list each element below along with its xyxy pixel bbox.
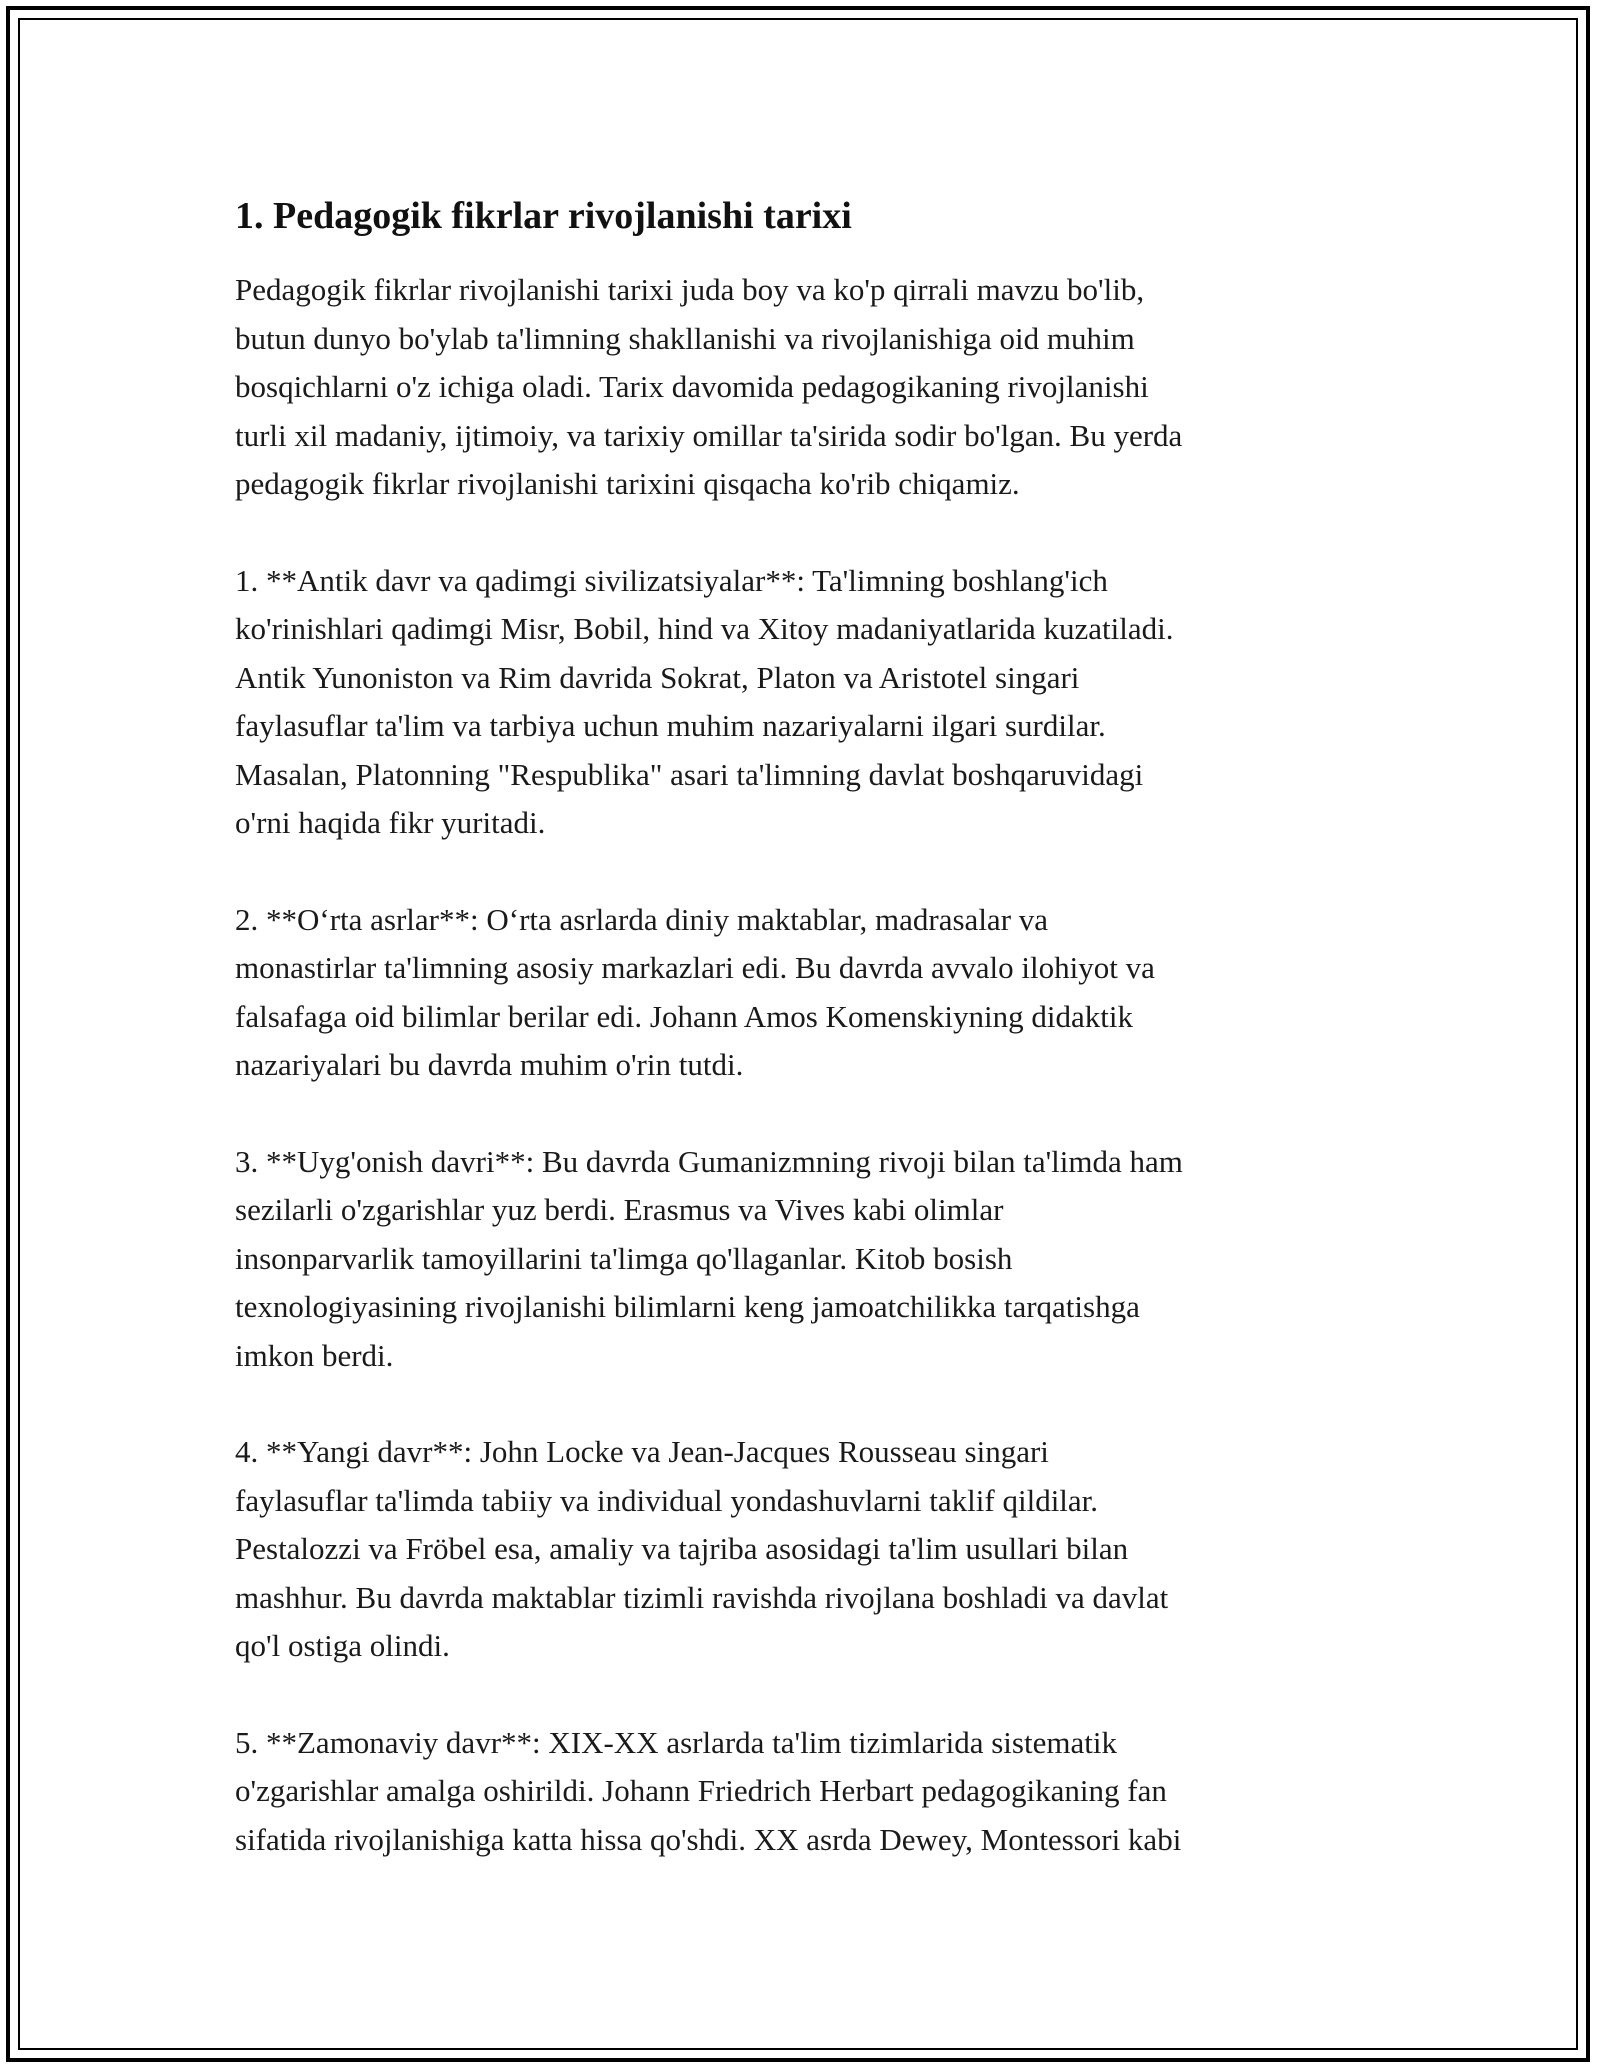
text-line: o'rni haqida fikr yuritadi. — [235, 805, 546, 840]
text-line: imkon berdi. — [235, 1337, 394, 1373]
text-line: Masalan, Platonning "Respublika" asari ta'limning davlat boshqaruvidagi — [235, 756, 1144, 792]
text-line: mashhur. Bu davrda maktablar tizimli ravishda rivojlana boshladi va davlat — [235, 1579, 1169, 1615]
text-line: insonparvarlik tamoyillarini ta'limga qo'llaganlar. Kitob bosish — [235, 1240, 1013, 1276]
text-line: 4. **Yangi davr**: John Locke va Jean-Jacques Rousseau singari — [235, 1434, 1049, 1469]
section-antik-davr — [235, 557, 1385, 848]
text-line: bosqichlarni o'z ichiga oladi. Tarix davomida pedagogikaning rivojlanishi — [235, 369, 1149, 404]
text-line: Pedagogik fikrlar rivojlanishi tarixi juda boy va ko'p qirrali mavzu bo'lib, — [235, 272, 1145, 307]
text-line: sifatida rivojlanishiga katta hissa qo'shdi. XX asrda Dewey, Montessori kabi — [235, 1821, 1182, 1857]
section-uygonish-davri — [235, 1138, 1385, 1381]
text-line: pedagogik fikrlar rivojlanishi tarixini qisqacha ko'rib chiqamiz. — [235, 466, 1020, 501]
text-line: faylasuflar ta'lim va tarbiya uchun muhim nazariyalarni ilgari surdilar. — [235, 708, 1106, 743]
text-line: monastirlar ta'limning asosiy markazlari edi. Bu davrda avvalo ilohiyot va — [235, 950, 1155, 985]
text-line: ko'rinishlari qadimgi Misr, Bobil, hind va Xitoy madaniyatlarida kuzatiladi. — [235, 611, 1174, 646]
text-line: 2. **O‘rta asrlar**: O‘rta asrlarda diniy maktablar, madrasalar va — [235, 901, 1049, 937]
text-line: faylasuflar ta'limda tabiiy va individual yondashuvlarni taklif qildilar. — [235, 1482, 1099, 1518]
text-line: qo'l ostiga olindi. — [235, 1628, 450, 1663]
text-line: nazariyalari bu davrda muhim o'rin tutdi. — [235, 1047, 744, 1082]
text-line: Pestalozzi va Fröbel esa, amaliy va tajriba asosidagi ta'lim usullari bilan — [235, 1531, 1129, 1566]
text-line: 5. **Zamonaviy davr**: XIX-XX asrlarda ta'lim tizimlarida sistematik — [235, 1724, 1117, 1760]
text-line: 3. **Uyg'onish davri**: Bu davrda Gumanizmning rivoji bilan ta'limda ham — [235, 1143, 1183, 1179]
text-line: 1. **Antik davr va qadimgi sivilizatsiyalar**: Ta'limning boshlang'ich — [235, 562, 1108, 598]
text-line: falsafaga oid bilimlar berilar edi. Johann Amos Komenskiyning didaktik — [235, 998, 1133, 1034]
text-line: sezilarli o'zgarishlar yuz berdi. Erasmus va Vives kabi olimlar — [235, 1192, 1004, 1227]
text-line: texnologiyasining rivojlanishi bilimlarni keng jamoatchilikka tarqatishga — [235, 1289, 1140, 1324]
intro-paragraph — [235, 266, 1385, 509]
document-body — [235, 188, 1385, 1912]
text-line: turli xil madaniy, ijtimoiy, va tarixiy omillar ta'sirida sodir bo'lgan. Bu yerda — [235, 417, 1183, 453]
section-zamonaviy-davr — [235, 1719, 1385, 1865]
text-line: butun dunyo bo'ylab ta'limning shakllanishi va rivojlanishiga oid muhim — [235, 320, 1135, 356]
section-yangi-davr — [235, 1428, 1385, 1671]
text-line: Antik Yunoniston va Rim davrida Sokrat, Platon va Aristotel singari — [235, 659, 1080, 695]
section-orta-asrlar — [235, 896, 1385, 1090]
text-line: o'zgarishlar amalga oshirildi. Johann Friedrich Herbart pedagogikaning fan — [235, 1773, 1167, 1808]
page-title: 1. Pedagogik fikrlar rivojlanishi tarixi — [235, 195, 852, 237]
